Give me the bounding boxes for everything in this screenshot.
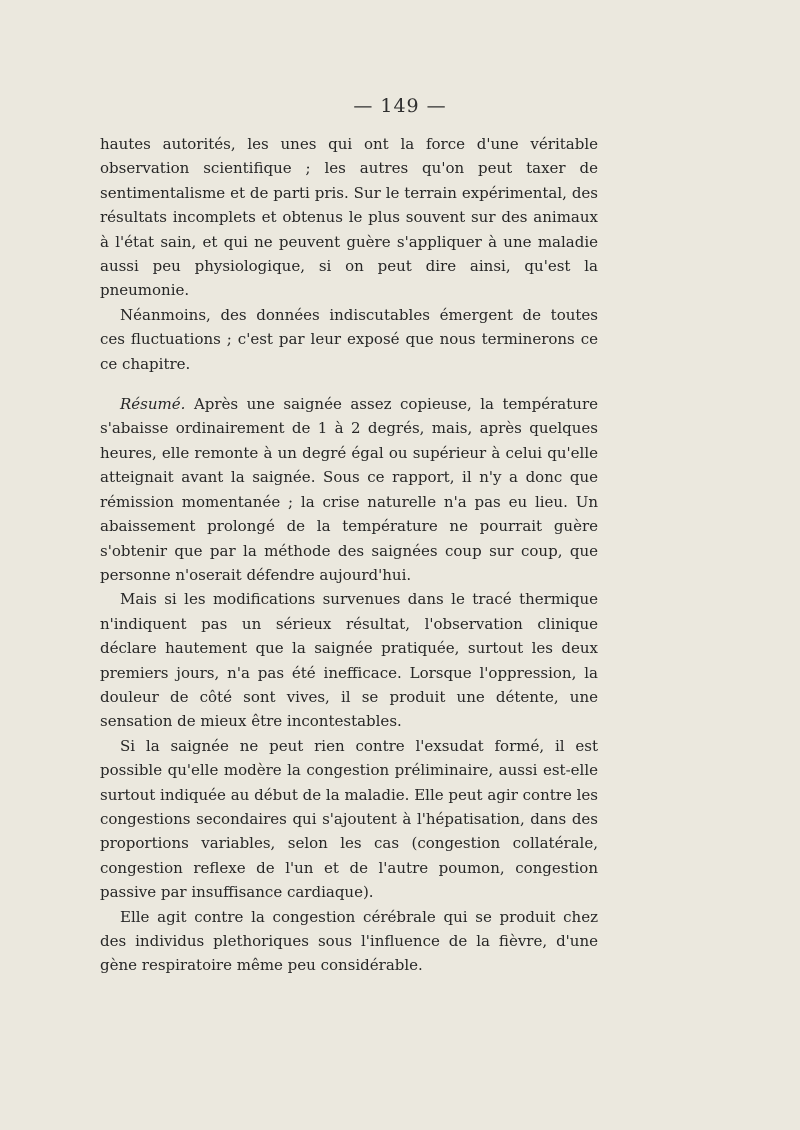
paragraph-resume	[100, 392, 598, 587]
paragraph-continuation: hautes autorités, les unes qui ont la force d'une véritable observation scientifique ; les autres qu'on peut taxer de sentimentalisme et de parti pris. Sur le terrain expérimental, des résultats incomplets et obtenus le plus souvent sur des animaux à l'état sain, et qui ne peuvent guère s'appliquer à une maladie aussi peu physiologique, si on peut dire ainsi, qu'est la pneumonie.	[100, 135, 598, 300]
page-body	[100, 132, 598, 978]
paragraph-modifications: Mais si les modifications survenues dans le tracé thermique n'indiquent pas un sérieux résultat, l'observation clinique déclare hautement que la saignée pratiquée, surtout les deux premiers jours, n'a pas été inefficace. Lorsque l'oppression, la douleur de côté sont vives, il se produit une détente, une sensation de mieux être incontestables.	[100, 590, 598, 731]
page-number: — 149 —	[353, 95, 447, 117]
paragraph-congestion-cerebrale: Elle agit contre la congestion cérébrale qui se produit chez des individus plethoriques sous l'influence de la fièvre, d'une gène respiratoire même peu considérable.	[100, 907, 598, 975]
paragraph-exsudat: Si la saignée ne peut rien contre l'exsudat formé, il est possible qu'elle modère la congestion préliminaire, aussi est-elle surtout indiquée au début de la maladie. Elle peut agir contre les congestions secondaires qui s'ajoutent à l'hépatisation, dans des proportions variables, selon les cas (congestion collatérale, congestion reflexe de l'un et de l'autre poumon, congestion passive par insuffisance cardiaque).	[100, 736, 598, 902]
resume-text: Après une saignée assez copieuse, la température s'abaisse ordinairement de 1 à 2 degrés, mais, après quelques heures, elle remonte à un degré égal ou supérieur à celui qu'elle atteignait avant la saignée. Sous ce rapport, il n'y a donc que rémission momentanée ; la crise naturelle n'a pas eu lieu. Un abaissement prolongé de la température ne pourrait guère s'obtenir que par la méthode des saignées coup sur coup, que personne n'oserait défendre aujourd'hui.	[100, 395, 598, 584]
paragraph-neanmoins: Néanmoins, des données indiscutables émergent de toutes ces fluctuations ; c'est par leur exposé que nous terminerons ce ce chapitre.	[100, 305, 598, 373]
resume-heading: Résumé.	[120, 395, 186, 414]
